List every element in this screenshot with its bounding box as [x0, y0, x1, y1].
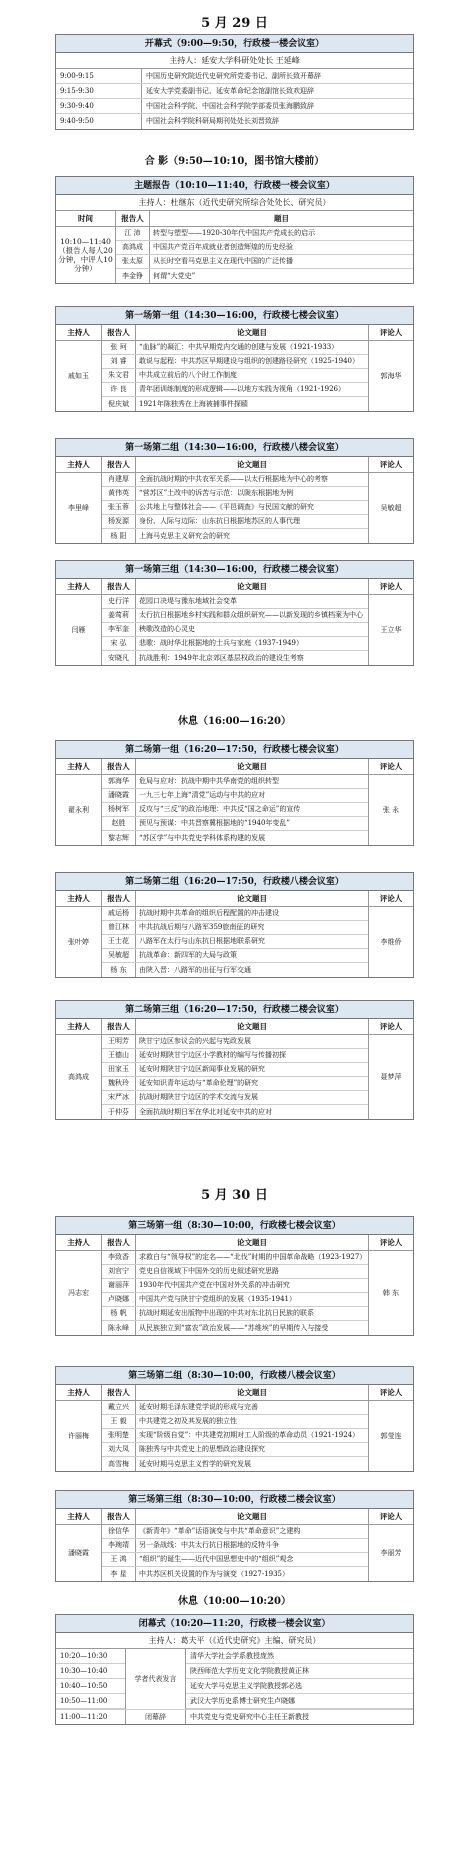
paper-row: [102, 1251, 368, 1265]
session-header: [56, 1509, 413, 1525]
paper-reporter: 张明楚: [102, 1429, 136, 1442]
paper-title: 延安时期马克思主义哲学的研究发展: [139, 1459, 251, 1468]
closing-speaker: 延安大学马克思主义学院教授郭必选: [186, 1679, 413, 1694]
session-body: [56, 1525, 413, 1581]
paper-row: [102, 1415, 368, 1429]
header-reporter: 报告人: [102, 759, 136, 774]
session-header: [56, 891, 413, 907]
keynote-table: [55, 176, 414, 284]
paper-row: [102, 775, 368, 789]
paper-row: [102, 817, 368, 831]
paper-title: 陕甘宁边区参议会的兴起与宪政发展: [139, 1037, 251, 1046]
keynote-reporter: 江 沛: [116, 227, 150, 240]
session-body: [56, 1251, 413, 1335]
header-commentator: 评论人: [379, 1022, 403, 1031]
paper-title: 抗战革命：新四军的大局与政策: [139, 951, 237, 960]
header-reporter: 报告人: [102, 457, 136, 472]
header-reporter: 报告人: [102, 325, 136, 340]
opening-moderator: 主持人：延安大学科研处处长 王延峰: [56, 53, 413, 69]
paper-reporter: 张 珂: [102, 341, 136, 354]
paper-title: 延安知识青年运动与“革命伦理”的研究: [139, 1079, 259, 1088]
paper-reporter: 田家玉: [102, 1063, 136, 1076]
header-host: 主持人: [56, 759, 102, 774]
paper-reporter: 于仲芬: [102, 1105, 136, 1119]
paper-reporter: 黎志辉: [102, 831, 136, 845]
paper-title: 抗战胜利：1949年北京郊区基层权政治的建设生考察: [139, 653, 304, 662]
session-table: [55, 438, 414, 544]
opening-row: [56, 114, 413, 129]
paper-row: [102, 369, 368, 383]
opening-row-text: 中国社会科学院、中国社会科学院学部委员张海鹏致辞: [146, 101, 314, 110]
header-commentator: 评论人: [379, 1388, 403, 1397]
paper-title: 陈独秀与中共党史上的思想政治建设探究: [139, 1445, 265, 1454]
paper-reporter: 王 鸿: [102, 1553, 136, 1566]
paper-reporter: 杨发源: [102, 515, 136, 528]
header-reporter: 报告人: [102, 1509, 136, 1524]
closing-time: 10:40—10:50: [56, 1679, 125, 1694]
keynote-header-time: 时间: [56, 211, 116, 226]
paper-reporter: 刘官宁: [102, 1265, 136, 1278]
opening-row: [56, 69, 413, 84]
paper-row: [102, 1265, 368, 1279]
session-host: 高鸿成: [56, 1035, 102, 1119]
keynote-topic: 中国共产党百年成就业者创造辉煌的历史经验: [153, 243, 293, 252]
paper-row: [102, 831, 368, 845]
header-reporter: 报告人: [102, 891, 136, 906]
paper-title: 延安时期毛泽东建党学说的形成与完善: [139, 1403, 258, 1412]
paper-row: [102, 789, 368, 803]
paper-title: “营苏区”土改中的诉苦与示范：以陇东根据地为例: [139, 489, 294, 498]
paper-reporter: 戚运杨: [102, 907, 136, 920]
paper-row: [102, 1307, 368, 1321]
opening-row: [56, 84, 413, 99]
session-host: 闫雁: [56, 595, 102, 665]
paper-title: 抗战时期陕甘宁边区的学术交流与发展: [139, 1093, 258, 1102]
session-papers: [102, 1401, 369, 1471]
paper-title: “组织”的诞生——近代中国思想史中的“组织”观念: [139, 1555, 294, 1564]
header-host: 主持人: [56, 1385, 102, 1400]
paper-row: [102, 907, 368, 921]
paper-row: [102, 515, 368, 529]
opening-row-time: 9:15-9:30: [56, 84, 142, 98]
session-title: 第一场第二组（14:30—16:00，行政楼八楼会议室）: [56, 439, 413, 457]
header-reporter: 报告人: [102, 1385, 136, 1400]
header-paper: 论文题目: [136, 325, 369, 340]
paper-row: [102, 949, 368, 963]
paper-reporter: 杨 东: [102, 963, 136, 977]
paper-title: 实现“阶级自觉”：中共建党初期对工人阶级的革命动员（1921-1924）: [139, 1431, 360, 1440]
session-commentator: 郭莹连: [380, 1431, 402, 1440]
opening-title: 开幕式（9:00—9:50，行政楼一楼会议室）: [56, 35, 413, 53]
paper-reporter: 朱文君: [102, 369, 136, 382]
paper-title: “苏区学”与中共党史学科体系构建的发展: [139, 833, 266, 842]
paper-reporter: 陈永峰: [102, 1321, 136, 1335]
header-commentator: 评论人: [379, 582, 403, 591]
header-host: 主持人: [56, 891, 102, 906]
paper-reporter: 郭海华: [102, 775, 136, 788]
session-commentator: 韩 东: [382, 1288, 400, 1297]
session-host: 戚如玉: [56, 341, 102, 411]
keynote-header-topic: 题目: [274, 214, 289, 223]
paper-title: 由陕入晋：八路军的出征与行军交通: [139, 965, 251, 974]
closing-texts: [186, 1649, 413, 1709]
keynote-topic: 从长时空看马克思主义在现代中国的广泛传播: [153, 257, 293, 266]
session-title: 第三场第一组（8:30—10:00，行政楼七楼会议室）: [56, 1217, 413, 1235]
keynote-row: [116, 241, 413, 255]
keynote-body: [56, 227, 413, 283]
paper-title: 身份、人际与边际：山东抗日根据地苏区的人事代理: [139, 517, 300, 526]
paper-title: 中共苏区机关设置的作为与演变（1927-1935）: [139, 1569, 289, 1578]
session-title: 第二场第二组（16:20—17:50，行政楼八楼会议室）: [56, 873, 413, 891]
header-commentator: 评论人: [379, 328, 403, 337]
session-papers: [102, 595, 369, 665]
session-table: [55, 872, 414, 978]
paper-title: 太行抗日根据地乡村实践和群众组织研究——以新发现的乡镇档案为中心: [139, 611, 363, 620]
session-commentator: 吴敏超: [380, 503, 402, 512]
paper-reporter: 魏秋玲: [102, 1077, 136, 1090]
paper-reporter: 李军奎: [102, 623, 136, 636]
keynote-reporter: 张太原: [116, 255, 150, 268]
header-commentator: 评论人: [379, 460, 403, 469]
paper-reporter: 徐信华: [102, 1525, 136, 1538]
paper-row: [102, 651, 368, 665]
paper-reporter: 肖建厚: [102, 473, 136, 486]
header-host: 主持人: [56, 579, 102, 594]
header-paper: 论文题目: [136, 1019, 369, 1034]
header-host: 主持人: [56, 1019, 102, 1034]
paper-row: [102, 609, 368, 623]
session-table: [55, 1490, 414, 1582]
session-papers: [102, 907, 369, 977]
paper-reporter: 刘 睿: [102, 355, 136, 368]
header-paper: 论文题目: [136, 1235, 369, 1250]
session-header: [56, 1235, 413, 1251]
paper-title: 八路军在太行与山东抗日根据地联系研究: [139, 937, 265, 946]
paper-title: 另一条战线：中共太行抗日根据地的反特斗争: [139, 1541, 279, 1550]
keynote-time-cell: 10:10—11:40（报告人每人20分钟，中评人10分钟）: [56, 227, 116, 283]
session-papers: [102, 1035, 369, 1119]
paper-row: [102, 383, 368, 397]
break-line: 休息（16:00—16:20）: [177, 716, 292, 727]
paper-row: [102, 1567, 368, 1581]
session-table: [55, 740, 414, 846]
paper-title: 党史自信视域下中国外交的历史叙述研究思路: [139, 1267, 279, 1276]
keynote-header-reporter: 报告人: [116, 211, 150, 226]
session-header: [56, 1385, 413, 1401]
session-table: [55, 306, 414, 412]
paper-row: [102, 935, 368, 949]
paper-title: 青年团训练制度的形成逻辑——以地方实践为视角（1921-1926）: [139, 385, 345, 394]
session-papers: [102, 473, 369, 543]
paper-row: [102, 1401, 368, 1415]
paper-row: [102, 355, 368, 369]
paper-row: [102, 1279, 368, 1293]
paper-row: [102, 1429, 368, 1443]
paper-reporter: 倪庆斌: [102, 397, 136, 411]
paper-title: 1921年陈独秀在上海被捕事件探赜: [139, 399, 248, 408]
paper-reporter: 王士花: [102, 935, 136, 948]
paper-title: 悲歌：战时华北根据地的士兵与家庭（1937-1949）: [139, 639, 303, 648]
paper-row: [102, 1105, 368, 1119]
paper-title: “血脉”的凝汇：中共早期党内交通的创建与发展（1921-1933）: [139, 343, 339, 352]
closing-last-label: 闭幕辞: [126, 1710, 186, 1724]
paper-reporter: 黄伟英: [102, 487, 136, 500]
session-commentator: 王立华: [380, 625, 402, 634]
session-host: 冯志宏: [56, 1251, 102, 1335]
paper-row: [102, 921, 368, 935]
session-papers: [102, 775, 369, 845]
paper-reporter: 高雪梅: [102, 1457, 136, 1471]
closing-last-text: 中共党史与党史研究中心主任王新教授: [190, 1712, 309, 1721]
paper-title: 从民族独立到“富农”政治发展——“苏维埃”的早期传入与接受: [139, 1323, 329, 1332]
header-host: 主持人: [56, 1235, 102, 1250]
header-commentator: 评论人: [379, 1512, 403, 1521]
keynote-row: [116, 269, 413, 283]
session-title: 第二场第一组（16:20—17:50，行政楼七楼会议室）: [56, 741, 413, 759]
paper-row: [102, 1457, 368, 1471]
paper-reporter: 谢丽萍: [102, 1279, 136, 1292]
paper-title: 花园口决堤与豫东地域社会变革: [139, 597, 237, 606]
paper-reporter: 许 良: [102, 383, 136, 396]
paper-row: [102, 487, 368, 501]
header-commentator: 评论人: [379, 1238, 403, 1247]
session-body: [56, 1401, 413, 1471]
keynote-title: 主题报告（10:10—11:40，行政楼一楼会议室）: [56, 177, 413, 195]
paper-row: [102, 1063, 368, 1077]
header-reporter: 报告人: [102, 1019, 136, 1034]
session-commentator: 李维侨: [380, 937, 402, 946]
session-table: [55, 1366, 414, 1472]
header-host: 主持人: [56, 1509, 102, 1524]
closing-speaker: 武汉大学历史系博士研究生卢晓娜: [186, 1694, 413, 1709]
session-header: [56, 759, 413, 775]
keynote-row: [116, 255, 413, 269]
paper-row: [102, 529, 368, 543]
closing-speaker: 清华大学社会学系教授庞然: [186, 1649, 413, 1664]
closing-time: 10:50—11:00: [56, 1694, 125, 1709]
session-title: 第一场第三组（14:30—16:00，行政楼二楼会议室）: [56, 561, 413, 579]
paper-reporter: 史行洋: [102, 595, 136, 608]
closing-speaker: 陕西师范大学历史文化学院教授黄正林: [186, 1664, 413, 1679]
paper-title: 全面抗战时期的中共农军关系——以太行根据地为中心的考察: [139, 475, 328, 484]
day2-date: 5 月 30 日: [201, 1188, 268, 1203]
session-papers: [102, 341, 369, 411]
header-reporter: 报告人: [102, 579, 136, 594]
session-host: 许丽梅: [56, 1401, 102, 1471]
session-table: [55, 560, 414, 666]
session-papers: [102, 1525, 369, 1581]
paper-row: [102, 1321, 368, 1335]
opening-row-time: 9:00-9:15: [56, 69, 142, 83]
closing-speakers: [56, 1649, 413, 1709]
session-body: [56, 907, 413, 977]
keynote-moderator: 主持人：杜继东（近代史研究所综合处处长、研究员）: [56, 195, 413, 211]
paper-title: 公共地上与整体社会——《平邑调查》与民国文献的研究: [139, 503, 314, 512]
session-header: [56, 579, 413, 595]
paper-title: 秧歌改造的心灵史: [139, 625, 195, 634]
session-header: [56, 457, 413, 473]
paper-title: 上海马克思主义研究会的研究: [139, 531, 230, 540]
paper-row: [102, 1539, 368, 1553]
header-paper: 论文题目: [136, 759, 369, 774]
closing-table: [55, 1614, 414, 1725]
paper-reporter: 姜莺莉: [102, 609, 136, 622]
header-paper: 论文题目: [136, 457, 369, 472]
group-photo-line: 合 影（9:50—10:10，图书馆大楼前）: [144, 156, 325, 167]
paper-row: [102, 623, 368, 637]
paper-title: 中共建党之初及其发展的独立性: [139, 1417, 237, 1426]
paper-title: 一九三七年上海“清党”运动与中共的应对: [139, 791, 266, 800]
paper-reporter: 潘晓霞: [102, 789, 136, 802]
session-body: [56, 1035, 413, 1119]
opening-row: [56, 99, 413, 114]
keynote-reporter: 高鸿成: [116, 241, 150, 254]
keynote-reporter: 李金铮: [116, 269, 150, 283]
keynote-row: [116, 227, 413, 241]
paper-reporter: 赵胜: [102, 817, 136, 830]
paper-row: [102, 501, 368, 515]
paper-reporter: 李 星: [102, 1567, 136, 1581]
session-host: 翟永利: [56, 775, 102, 845]
session-body: [56, 473, 413, 543]
paper-row: [102, 1077, 368, 1091]
closing-times: [56, 1649, 126, 1709]
paper-title: 《新青年》“革命”话语演变与中共“革命意识”之建构: [139, 1527, 301, 1536]
session-host: 张叶婷: [56, 907, 102, 977]
session-host: 潘晓霞: [56, 1525, 102, 1581]
paper-reporter: 杨 阳: [102, 529, 136, 543]
paper-row: [102, 803, 368, 817]
paper-reporter: 王德山: [102, 1049, 136, 1062]
paper-reporter: 杨 帆: [102, 1307, 136, 1320]
paper-reporter: 王 毅: [102, 1415, 136, 1428]
session-commentator: 李丽芳: [380, 1548, 402, 1557]
paper-reporter: 曾江林: [102, 921, 136, 934]
opening-row-text: 中国历史研究院近代史研究所党委书记、副所长致开幕辞: [146, 71, 321, 80]
paper-title: 预见与预谋：中共晋察冀根据地的“1940年变乱”: [139, 819, 290, 828]
paper-row: [102, 1293, 368, 1307]
paper-row: [102, 595, 368, 609]
paper-title: 抗战时期中共革命的组织后程配置的冲击建设: [139, 909, 279, 918]
break2-line: 休息（10:00—10:20）: [177, 1596, 292, 1607]
session-host: 李里峰: [56, 473, 102, 543]
opening-row-text: 延安大学党委副书记、延安革命纪念馆副馆长致欢迎辞: [146, 86, 314, 95]
paper-title: 全面抗战时期日军在华北对延安中共的应对: [139, 1107, 272, 1116]
session-table: [55, 1000, 414, 1120]
paper-reporter: 宋严冰: [102, 1091, 136, 1104]
paper-title: 延安时期陕甘宁边区小学教材的编写与传播初探: [139, 1051, 286, 1060]
opening-row-time: 9:30-9:40: [56, 99, 142, 113]
session-body: [56, 595, 413, 665]
closing-last-time: 11:00—11:20: [56, 1710, 126, 1724]
opening-row-time: 9:40-9:50: [56, 114, 142, 129]
paper-row: [102, 473, 368, 487]
closing-time: 10:30—10:40: [56, 1664, 125, 1679]
opening-rows: [56, 69, 413, 129]
session-title: 第一场第一组（14:30—16:00，行政楼七楼会议室）: [56, 307, 413, 325]
header-commentator: 评论人: [379, 894, 403, 903]
session-commentator: 张 永: [382, 805, 400, 814]
session-papers: [102, 1251, 369, 1335]
paper-reporter: 安晓凡: [102, 651, 136, 665]
paper-row: [102, 637, 368, 651]
session-commentator: 郭海华: [380, 371, 402, 380]
paper-row: [102, 963, 368, 977]
keynote-header: [56, 211, 413, 227]
header-paper: 论文题目: [136, 579, 369, 594]
header-paper: 论文题目: [136, 1385, 369, 1400]
paper-title: 1930年代中国共产党在中国对外关系的冲击研究: [139, 1281, 290, 1290]
paper-reporter: 刘大凤: [102, 1443, 136, 1456]
session-header: [56, 1019, 413, 1035]
keynote-rows: [116, 227, 413, 283]
header-paper: 论文题目: [136, 1509, 369, 1524]
paper-row: [102, 1035, 368, 1049]
session-title: 第三场第三组（8:30—10:00，行政楼二楼会议室）: [56, 1491, 413, 1509]
header-host: 主持人: [56, 457, 102, 472]
paper-row: [102, 1525, 368, 1539]
closing-time: 10:20—10:30: [56, 1649, 125, 1664]
paper-title: 中共成立前后的八个时工作制度: [139, 371, 237, 380]
paper-reporter: 李致香: [102, 1251, 136, 1264]
closing-title: 闭幕式（10:20—11:20，行政楼一楼会议室）: [56, 1615, 413, 1633]
session-header: [56, 325, 413, 341]
closing-last-row: [56, 1709, 413, 1724]
session-body: [56, 341, 413, 411]
paper-reporter: 宋 弘: [102, 637, 136, 650]
paper-title: 延安时期陕甘宁边区新闻事业发展的研究: [139, 1065, 265, 1074]
session-table: [55, 1216, 414, 1336]
paper-reporter: 王明芳: [102, 1035, 136, 1048]
paper-reporter: 卢晓娜: [102, 1293, 136, 1306]
paper-title: 反攻与“三反”的政治地理：中共反“国之命运”的宣传: [139, 805, 301, 814]
closing-moderator: 主持人：葛夫平（《近代史研究》主编、研究员）: [56, 1633, 413, 1649]
paper-reporter: 张玉蓉: [102, 501, 136, 514]
session-title: 第二场第三组（16:20—17:50，行政楼二楼会议室）: [56, 1001, 413, 1019]
keynote-topic: 转型与塑型——1920-30年代中国共产党成长的启示: [153, 229, 316, 238]
paper-title: 敢说与起程：中共苏区早期建设与组织的创建路径研究（1925-1940）: [139, 357, 359, 366]
paper-row: [102, 341, 368, 355]
paper-row: [102, 397, 368, 411]
header-commentator: 评论人: [379, 762, 403, 771]
opening-table: [55, 34, 414, 130]
session-body: [56, 775, 413, 845]
paper-row: [102, 1049, 368, 1063]
header-reporter: 报告人: [102, 1235, 136, 1250]
closing-group-label: 学者代表发言: [126, 1649, 186, 1709]
session-title: 第三场第二组（8:30—10:00，行政楼八楼会议室）: [56, 1367, 413, 1385]
paper-reporter: 杨树军: [102, 803, 136, 816]
paper-title: 抗战时期延安出版物中出现的中共对东北抗日民族的联系: [139, 1309, 314, 1318]
paper-reporter: 吴敏超: [102, 949, 136, 962]
header-paper: 论文题目: [136, 891, 369, 906]
session-commentator: 聂梦萍: [380, 1072, 402, 1081]
paper-title: 求救白与“领导权”的定名——“北伐”时期的中国革命战略（1923-1927）: [139, 1253, 367, 1262]
paper-title: 危局与应对：抗战中期中共华南党的组织转型: [139, 777, 279, 786]
day1-date: 5 月 29 日: [201, 16, 268, 31]
paper-title: 中国共产党与陕甘宁党组织的发展（1935-1941）: [139, 1295, 296, 1304]
header-host: 主持人: [56, 325, 102, 340]
paper-row: [102, 1091, 368, 1105]
paper-row: [102, 1553, 368, 1567]
paper-row: [102, 1443, 368, 1457]
paper-reporter: 戴立兴: [102, 1401, 136, 1414]
keynote-topic: 何谓“大党史”: [153, 271, 196, 280]
paper-title: 中共抗战后期与八路军359旅南征的研究: [139, 923, 265, 932]
opening-row-text: 中国社会科学院科研局期刊处处长刘晋致辞: [146, 117, 279, 126]
paper-reporter: 李琬靖: [102, 1539, 136, 1552]
